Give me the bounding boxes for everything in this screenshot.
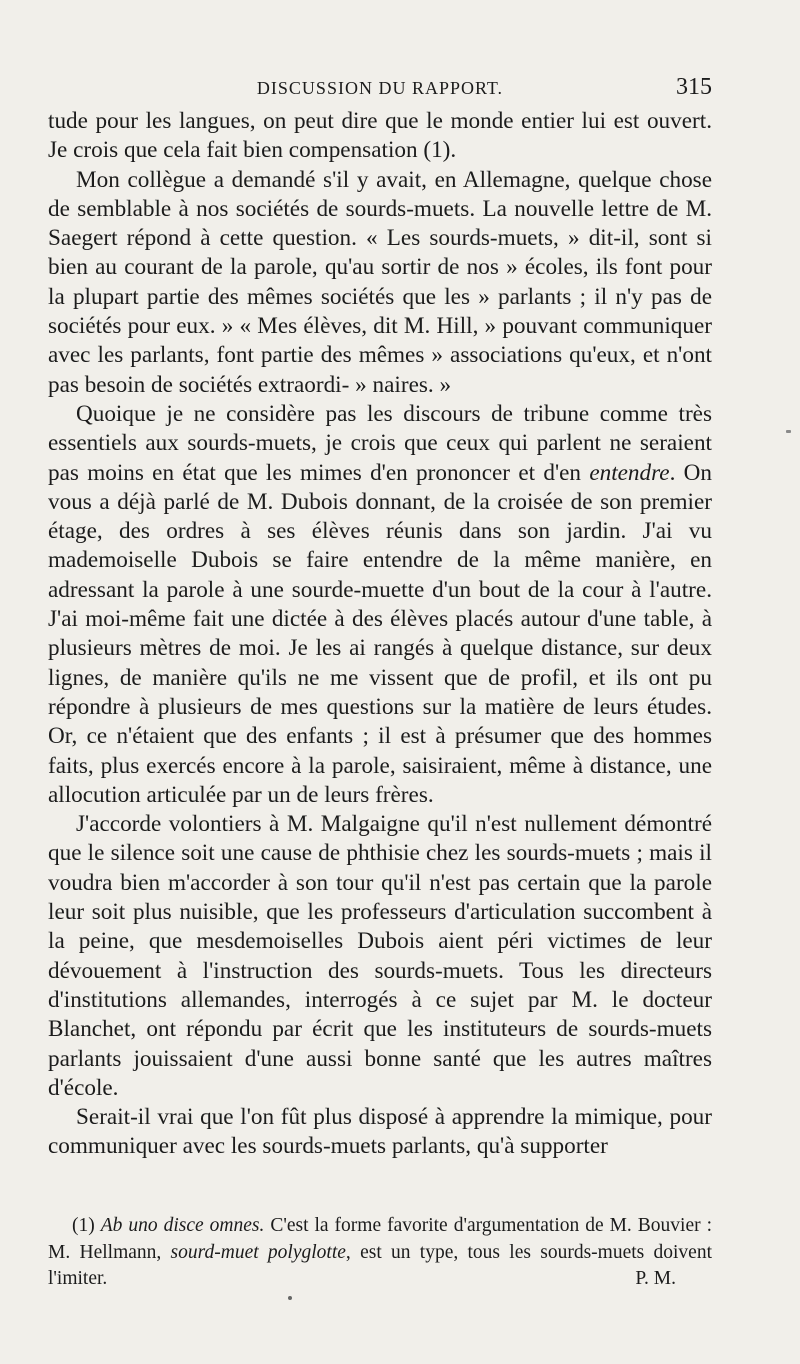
page-number: 315	[676, 74, 712, 100]
paragraph-tribune	[48, 400, 712, 810]
paragraph-malgaigne: J'accorde volontiers à M. Malgaigne qu'il n'est nullement démontré que le silence soit une cause de phthisie chez les sourds-muets ; mais il voudra bien m'accorder à son tour qu'il n'est pas certain que la parole leur soit plus nuisible, que les professeurs d'articulation succombent à la peine, que mesdemoiselles Dubois aient péri victimes de leur dévouement à l'instruction des sourds-muets. Tous les directeurs d'institutions allemandes, interrogés à ce sujet par M. le docteur Blanchet, ont répondu par écrit que les instituteurs de sourds-muets parlants jouissaient d'une aussi bonne santé que les autres maîtres d'école.	[48, 811, 712, 1101]
footnote-emphasis: sourd-muet polyglotte	[170, 1241, 346, 1263]
paragraph-continuation: tude pour les langues, on peut dire que le monde entier lui est ouvert. Je crois que cela fait bien compensation (1).	[48, 108, 712, 164]
footnote-text-part-1: C'est la forme favorite d'argumentation de M. Bouvier : M. Hellmann,	[48, 1215, 713, 1263]
footnote	[48, 1213, 712, 1293]
main-text	[48, 107, 712, 1162]
footnote-marker: (1)	[72, 1215, 95, 1236]
footnote-latin-phrase: Ab uno disce omnes.	[100, 1215, 265, 1236]
running-head-title: DISCUSSION DU RAPPORT.	[256, 78, 504, 98]
margin-mark	[786, 430, 791, 433]
paragraph-tribune-part-2: . On vous a déjà parlé de M. Dubois donnant, de la croisée de son premier étage, des ordres à ses élèves réunis dans son jardin. J'ai vu mademoiselle Dubois se faire entendre de la même manière, en adressant la parole à une sourde-muette d'un bout de la cour à l'autre. J'ai moi-même fait une dictée à des élèves placés autour d'une table, à plusieurs mètres de moi. Je les ai rangés à quelque distance, sur deux lignes, de manière qu'ils ne me vissent que de profil, et ils ont pu répondre à plusieurs de mes questions sur la matière de leurs études. Or, ce n'étaient que des enfants ; il est à présumer que des hommes faits, plus exercés encore à la parole, saisiraient, même à distance, une allocution articulée par un de leurs frères.	[48, 459, 713, 808]
paragraph-mimique: Serait-il vrai que l'on fût plus disposé à apprendre la mimique, pour communiquer avec les sourds-muets parlants, qu'à supporter	[48, 1104, 712, 1160]
paragraph-tribune-part-1: Quoique je ne considère pas les discours de tribune comme très essentiels aux sourds-muets, je crois que ceux qui parlent ne seraient pas moins en état que les mimes d'en prononcer et d'en	[48, 400, 712, 486]
paragraph-societies: Mon collègue a demandé s'il y avait, en Allemagne, quelque chose de semblable à nos sociétés de sourds-muets. La nouvelle lettre de M. Saegert répond à cette question. « Les sourds-muets, » dit-il, sont si bien au courant de la parole, qu'au sortir de nos » écoles, ils font pour la plupart partie des mêmes sociétés que les » parlants ; il n'y pas de sociétés pour eux. » « Mes élèves, dit M. Hill, » pouvant communiquer avec les parlants, font partie des mêmes » associations qu'eux, et n'ont pas besoin de sociétés extraordi- » naires. »	[48, 166, 712, 398]
footnote-signature: P. M.	[635, 1268, 676, 1289]
footnote-text-part-2: , est un type, tous les sourds-muets doivent l'imiter.	[48, 1241, 713, 1289]
emphasis-entendre: entendre	[589, 459, 670, 486]
running-head	[48, 74, 712, 108]
footnote-text	[48, 1213, 712, 1293]
ink-speck	[288, 1296, 292, 1300]
